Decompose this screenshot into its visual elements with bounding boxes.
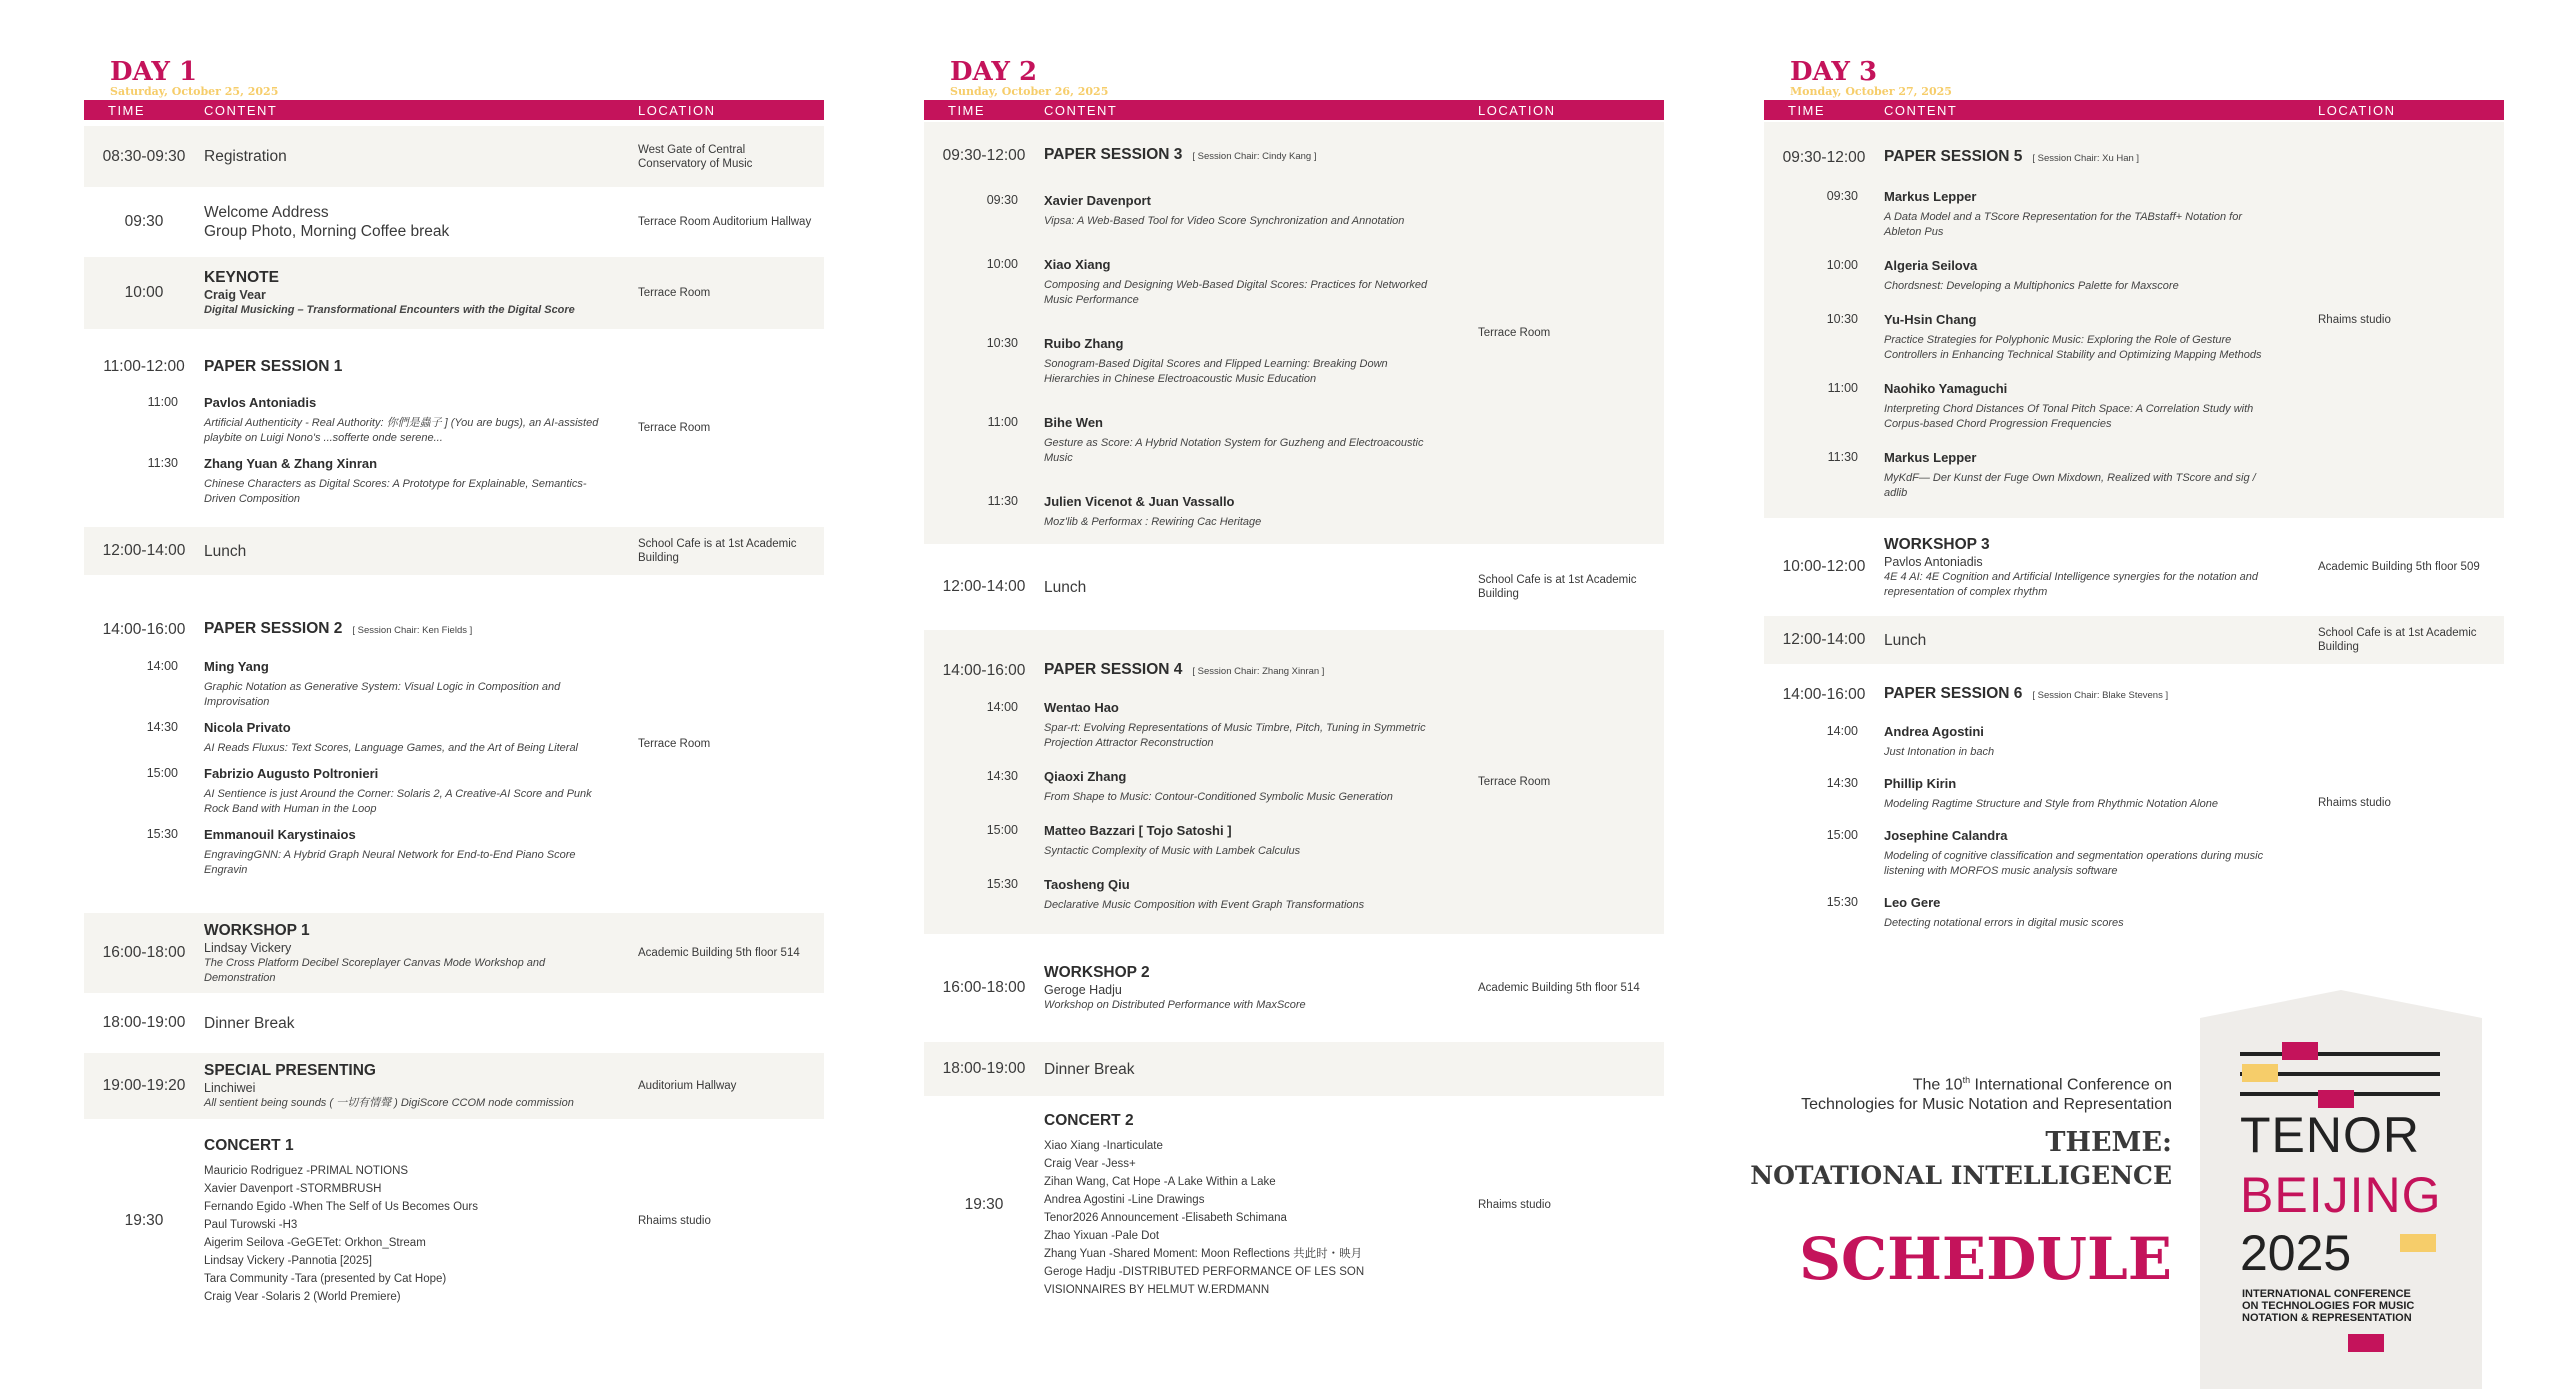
speaker: Craig Vear: [204, 288, 266, 302]
talk-time: 15:00: [986, 822, 1018, 837]
speaker: Leo Gere: [1884, 894, 1941, 910]
speaker: Algeria Seilova: [1884, 258, 1978, 273]
talk-item: [1764, 828, 2318, 879]
session-chair: [ Session Chair: Cindy Kang ]: [1192, 150, 1317, 162]
time: 18:00-19:00: [102, 1014, 186, 1031]
list-item: Craig Vear -Solaris 2 (World Premiere): [204, 1291, 401, 1303]
list-item: VISIONNAIRES BY HELMUT W.ERDMANN: [1044, 1284, 1270, 1296]
speaker: Naohiko Yamaguchi: [1884, 381, 2008, 396]
session-title: PAPER SESSION 3: [1044, 145, 1183, 163]
speaker: Zhang Yuan & Zhang Xinran: [204, 456, 378, 471]
speaker: Bihe Wen: [1044, 414, 1103, 430]
conference-info: [1740, 1070, 2172, 1115]
talk-title: A Data Model and a TScore Representation for the TABstaff+ Notation for Ableton Pus: [1884, 211, 2242, 238]
time: 14:00-16:00: [942, 661, 1026, 679]
location: Rhaims studio: [638, 1215, 711, 1227]
talk-item: [1764, 189, 2318, 240]
day2-column: [924, 58, 1664, 1310]
day-date: Sunday, October 26, 2025: [950, 85, 1109, 98]
session-title: WORKSHOP 3: [1884, 535, 1990, 553]
list-item: Aigerim Seilova -GeGETet: Orkhon_Stream: [204, 1237, 426, 1249]
logo-city: BEIJING: [2240, 1167, 2442, 1223]
list-item: Lindsay Vickery -Pannotia [2025]: [204, 1255, 372, 1267]
header-location: LOCATION: [1478, 102, 1556, 118]
talk-time: 15:00: [146, 765, 178, 780]
speaker: Wentao Hao: [1044, 699, 1119, 715]
list-item: Xiao Xiang -Inarticulate: [1044, 1140, 1163, 1152]
header-content: CONTENT: [1044, 102, 1118, 118]
theme-label: THEME:: [2045, 1127, 2172, 1158]
session-title: PAPER SESSION 1: [204, 358, 343, 375]
speaker: Phillip Kirin: [1884, 775, 1957, 791]
ordinal-suffix: th: [1962, 1075, 1971, 1085]
talk-title: Detecting notational errors in digital music scores: [1884, 916, 2124, 929]
talk-item: [924, 769, 1478, 805]
talk-title: Chordsnest: Developing a Multiphonics Palette for Maxscore: [1884, 280, 2179, 292]
talk-time: 09:30: [1826, 189, 1858, 203]
list-item: Paul Turowski -H3: [204, 1219, 298, 1231]
list-item: Mauricio Rodriguez -PRIMAL NOTIONS: [204, 1165, 409, 1177]
talk-item: [84, 827, 638, 878]
talk-time: 14:00: [986, 699, 1018, 714]
talk-time: 11:30: [987, 493, 1018, 508]
time: 12:00-14:00: [102, 542, 186, 559]
talk-title: Declarative Music Composition with Event Graph Transformations: [1044, 898, 1365, 911]
location: Terrace Room: [1478, 776, 1551, 788]
talk-title: Moz'lib & Performax : Rewiring Cac Heritage: [1044, 515, 1262, 528]
talk-time: 11:00: [147, 395, 178, 409]
table-header: [84, 100, 824, 120]
speaker: Markus Lepper: [1884, 450, 1977, 465]
talk-time: 09:30: [986, 192, 1018, 207]
day-title: DAY 2: [950, 57, 1038, 87]
talk-title: Digital Musicking – Transformational Encounters with the Digital Score: [204, 304, 575, 316]
talk-item: [84, 395, 638, 446]
talk-title: The Cross Platform Decibel Scoreplayer Canvas Mode Workshop and Demonstration: [204, 956, 546, 984]
header-time: TIME: [1788, 102, 1826, 118]
event-label: Lunch: [1884, 631, 1927, 649]
time: 16:00-18:00: [942, 979, 1026, 996]
speaker: Pavlos Antoniadis: [1884, 554, 1983, 569]
dinner-row: [84, 997, 824, 1049]
event-label: Lunch: [1044, 578, 1087, 596]
session-chair: [ Session Chair: Blake Stevens ]: [2032, 689, 2169, 701]
talk-item: [1764, 258, 2318, 294]
session-chair: [ Session Chair: Ken Fields ]: [352, 624, 473, 636]
talk-title: Gesture as Score: A Hybrid Notation System for Guzheng and Electroacoustic Music: [1044, 436, 1424, 464]
concert-1-row: [84, 1123, 824, 1319]
talk-title: Spar-rt: Evolving Representations of Music Timbre, Pitch, Tuning in Symmetric Projection Attractor Reconstruction: [1044, 721, 1426, 749]
location: Rhaims studio: [1478, 1199, 1551, 1211]
talk-title: 4E 4 AI: 4E Cognition and Artificial Intelligence synergies for the notation and representation of complex rhythm: [1884, 570, 2259, 598]
time: 14:00-16:00: [1782, 685, 1866, 703]
talk-title: Vipsa: A Web-Based Tool for Video Score Synchronization and Annotation: [1044, 214, 1405, 227]
table-header: [924, 100, 1664, 120]
speaker: Emmanouil Karystinaios: [204, 826, 356, 842]
event-label: Lunch: [204, 542, 247, 560]
header-location: LOCATION: [2318, 102, 2396, 118]
talk-item: [1764, 724, 2318, 760]
talk-title: Practice Strategies for Polyphonic Music: Exploring the Role of Gesture Controllers in Enhancing Technical Stability and Optimizing Mapping Methods: [1884, 334, 2262, 361]
workshop-3-row: [1764, 522, 2504, 612]
speaker: Xiao Xiang: [1044, 256, 1111, 272]
day-title: DAY 1: [110, 57, 198, 87]
talk-item: [924, 494, 1478, 530]
day-title: DAY 3: [1790, 57, 1878, 87]
paper-session-3: [924, 122, 1664, 544]
time: 18:00-19:00: [942, 1060, 1026, 1077]
keynote-row: [84, 257, 824, 329]
day-date: Saturday, October 25, 2025: [110, 85, 279, 98]
talk-time: 14:30: [1826, 775, 1858, 790]
talk-item: [924, 257, 1478, 308]
talk-item: [1764, 312, 2318, 363]
logo-year: 2025: [2240, 1225, 2352, 1281]
talk-title: Syntactic Complexity of Music with Lambek Calculus: [1044, 844, 1301, 857]
talk-title: Modeling Ragtime Structure and Style from Rhythmic Notation Alone: [1884, 797, 2219, 810]
talk-item: [1764, 450, 2318, 501]
talk-time: 15:30: [146, 826, 178, 841]
location: Terrace Room: [638, 738, 711, 750]
talk-time: 10:00: [986, 256, 1018, 271]
speaker: Josephine Calandra: [1884, 827, 2008, 843]
paper-session-4: [924, 630, 1664, 934]
talk-title: From Shape to Music: Contour-Conditioned Symbolic Music Generation: [1044, 790, 1393, 803]
talk-title: Sonogram-Based Digital Scores and Flipped Learning: Breaking Down Hierarchies in Chinese Electroacoustic Music Education: [1044, 357, 1388, 385]
talk-time: 11:30: [147, 456, 178, 470]
talk-time: 11:00: [1827, 381, 1858, 395]
session-title: WORKSHOP 2: [1044, 964, 1150, 981]
logo-subtitle-line: ON TECHNOLOGIES FOR MUSIC: [2242, 1300, 2415, 1312]
header-content: CONTENT: [1884, 102, 1958, 118]
concert-2-row: [924, 1100, 1664, 1310]
speaker: Linchiwei: [204, 1081, 256, 1095]
talk-title: Just Intonation in bach: [1884, 745, 1995, 758]
talk-time: 10:00: [1826, 258, 1858, 272]
location: Academic Building 5th floor 509: [2318, 561, 2480, 573]
speaker: Yu-Hsin Chang: [1884, 312, 1977, 327]
location: Auditorium Hallway: [638, 1080, 737, 1092]
location: Rhaims studio: [2318, 314, 2391, 326]
logo-subtitle-line: INTERNATIONAL CONFERENCE: [2242, 1288, 2411, 1300]
session-title: WORKSHOP 1: [204, 921, 310, 939]
talk-title: All sentient being sounds ( 一切有情聲 ) DigiScore CCOM node commission: [204, 1097, 574, 1109]
time: 08:30-09:30: [102, 147, 186, 165]
list-item: Geroge Hadju -DISTRIBUTED PERFORMANCE OF LES SON: [1044, 1266, 1365, 1278]
special-presenting-row: [84, 1053, 824, 1119]
time: 19:30: [964, 1196, 1004, 1213]
paper-session-2: [84, 579, 824, 909]
speaker: Matteo Bazzari [ Tojo Satoshi ]: [1044, 822, 1232, 838]
talk-title: Chinese Characters as Digital Scores: A Prototype for Explainable, Semantics-Driven Composition: [204, 478, 587, 505]
location: Terrace Room: [1478, 327, 1551, 339]
session-chair: [ Session Chair: Xu Han ]: [2032, 153, 2140, 164]
time: 09:30-12:00: [942, 146, 1026, 164]
session-chair: [ Session Chair: Zhang Xinran ]: [1192, 665, 1325, 677]
talk-item: [84, 720, 638, 756]
speaker: Geroge Hadju: [1044, 983, 1122, 997]
talk-time: 14:30: [146, 719, 178, 734]
talk-time: 11:30: [1827, 450, 1858, 464]
list-item: Craig Vear -Jess+: [1044, 1158, 1136, 1170]
time: 14:00-16:00: [102, 620, 186, 638]
talk-item: [924, 823, 1478, 859]
session-title: PAPER SESSION 5: [1884, 148, 2023, 165]
session-title: SPECIAL PRESENTING: [204, 1062, 376, 1079]
talk-time: 14:30: [986, 768, 1018, 783]
talk-item: [1764, 776, 2318, 812]
location: Academic Building 5th floor 514: [638, 947, 800, 959]
list-item: Tara Community -Tara (presented by Cat Hope): [204, 1273, 447, 1285]
talk-time: 14:00: [146, 658, 178, 673]
talk-item: [84, 456, 638, 507]
talk-item: [1764, 895, 2318, 931]
time: 11:00-12:00: [103, 358, 185, 375]
time: 12:00-14:00: [942, 578, 1026, 595]
welcome-row: [84, 191, 824, 253]
talk-time: 10:30: [1826, 312, 1858, 326]
talk-time: 15:30: [986, 876, 1018, 891]
time: 16:00-18:00: [102, 944, 186, 961]
location: Academic Building 5th floor 514: [1478, 982, 1640, 994]
time: 19:30: [124, 1212, 164, 1229]
speaker: Andrea Agostini: [1884, 723, 1984, 739]
paper-session-6: [1764, 668, 2504, 938]
lunch-row: [84, 527, 824, 575]
speaker: Nicola Privato: [204, 719, 291, 735]
location: School Cafe is at 1st Academic Building: [1478, 574, 1637, 600]
talk-title: EngravingGNN: A Hybrid Graph Neural Network for End-to-End Piano Score Engravin: [204, 848, 576, 876]
session-title: CONCERT 2: [1044, 1112, 1134, 1129]
header-location: LOCATION: [638, 102, 716, 118]
talk-item: [924, 193, 1478, 229]
day-date: Monday, October 27, 2025: [1790, 85, 1952, 98]
talk-item: [84, 659, 638, 710]
talk-title: MyKdF— Der Kunst der Fuge Own Mixdown, Realized with TScore and sig / adlib: [1884, 472, 2256, 499]
speaker: Fabrizio Augusto Poltronieri: [204, 765, 379, 781]
speaker: Ming Yang: [204, 658, 269, 674]
speaker: Lindsay Vickery: [204, 940, 292, 955]
time: 10:00-12:00: [1782, 558, 1866, 575]
speaker: Xavier Davenport: [1044, 192, 1151, 208]
conference-line-2: Technologies for Music Notation and Representation: [1801, 1096, 2172, 1114]
location: Terrace Room: [638, 422, 711, 434]
header-time: TIME: [108, 102, 146, 118]
talk-title: Composing and Designing Web-Based Digital Scores: Practices for Networked Music Performance: [1044, 278, 1428, 306]
location: School Cafe is at 1st Academic Building: [2318, 627, 2477, 653]
workshop-1-row: [84, 913, 824, 993]
workshop-2-row: [924, 938, 1664, 1038]
session-title: CONCERT 1: [204, 1137, 294, 1154]
speaker: Julien Vicenot & Juan Vassallo: [1044, 493, 1235, 509]
talk-title: Modeling of cognitive classification and segmentation operations during music listening with MORFOS music analysis software: [1884, 849, 2264, 877]
list-item: Xavier Davenport -STORMBRUSH: [204, 1183, 382, 1195]
speaker: Markus Lepper: [1884, 189, 1977, 204]
logo-subtitle-line: NOTATION & REPRESENTATION: [2242, 1312, 2412, 1324]
talk-time: 10:30: [986, 335, 1018, 350]
list-item: Tenor2026 Announcement -Elisabeth Schimana: [1044, 1212, 1287, 1224]
talk-title: AI Sentience is just Around the Corner: Solaris 2, A Creative-AI Score and Punk Rock Band with Human in the Loop: [204, 787, 592, 815]
list-item: Andrea Agostini -Line Drawings: [1044, 1194, 1205, 1206]
list-item: Zihan Wang, Cat Hope -A Lake Within a Lake: [1044, 1176, 1276, 1188]
session-title: PAPER SESSION 4: [1044, 660, 1183, 678]
dinner-row: [924, 1042, 1664, 1096]
time: 10:00: [124, 284, 164, 301]
paper-session-5: [1764, 122, 2504, 518]
event-label: Dinner Break: [204, 1014, 295, 1032]
event-label: Registration: [204, 148, 287, 165]
list-item: Fernando Egido -When The Self of Us Becomes Ours: [204, 1201, 479, 1213]
event-label: Dinner Break: [1044, 1060, 1135, 1078]
lunch-row: [924, 548, 1664, 626]
list-item: Zhao Yixuan -Pale Dot: [1044, 1230, 1160, 1242]
tenor-logo: [2200, 990, 2482, 1389]
lunch-row: [1764, 616, 2504, 664]
location: West Gate of Central Conservatory of Music: [638, 143, 753, 170]
registration-row: [84, 126, 824, 187]
speaker: Pavlos Antoniadis: [204, 395, 317, 410]
logo-tenor: TENOR: [2240, 1107, 2420, 1163]
speaker: Ruibo Zhang: [1044, 335, 1124, 351]
table-header: [1764, 100, 2504, 120]
event-label: Welcome Address: [204, 204, 329, 221]
talk-title: Interpreting Chord Distances Of Tonal Pitch Space: A Correlation Study with Corpus-based Chord Progression Frequencies: [1884, 403, 2254, 430]
theme-block: [1700, 1126, 2172, 1192]
talk-item: [924, 877, 1478, 913]
time: 19:00-19:20: [102, 1077, 186, 1094]
conference-ordinal: The 10: [1912, 1076, 1963, 1094]
talk-time: 11:00: [987, 414, 1018, 429]
conference-name: International Conference on: [1970, 1076, 2172, 1094]
event-label: Group Photo, Morning Coffee break: [204, 223, 450, 240]
time: 12:00-14:00: [1782, 631, 1866, 648]
location: Terrace Room Auditorium Hallway: [638, 216, 812, 228]
speaker: Taosheng Qiu: [1044, 876, 1130, 892]
talk-title: Workshop on Distributed Performance with MaxScore: [1044, 999, 1306, 1011]
session-title: PAPER SESSION 2: [204, 619, 343, 637]
location: Terrace Room: [638, 287, 711, 299]
talk-item: [924, 700, 1478, 751]
schedule-title: SCHEDULE: [1799, 1225, 2172, 1293]
logo-subtitle: [2242, 1288, 2414, 1324]
day3-column: [1764, 58, 2504, 938]
talk-item: [924, 415, 1478, 466]
talk-time: 15:00: [1826, 827, 1858, 842]
header-content: CONTENT: [204, 102, 278, 118]
session-title: KEYNOTE: [204, 269, 279, 286]
paper-session-1: [84, 333, 824, 523]
time: 09:30: [124, 213, 164, 230]
session-title: PAPER SESSION 6: [1884, 684, 2023, 702]
location: School Cafe is at 1st Academic Building: [638, 538, 797, 564]
talk-title: Graphic Notation as Generative System: Visual Logic in Composition and Improvisation: [204, 680, 561, 708]
time: 09:30-12:00: [1782, 149, 1866, 166]
speaker: Qiaoxi Zhang: [1044, 768, 1127, 784]
day1-column: [84, 58, 824, 1319]
talk-item: [84, 766, 638, 817]
talk-time: 14:00: [1826, 723, 1858, 738]
talk-time: 15:30: [1826, 894, 1858, 909]
talk-title: Artificial Authenticity - Real Authority: 你們是蟲子 ] (You are bugs), an AI-assisted playbite on Luigi Nono's ...sofferte onde serene...: [204, 417, 599, 444]
talk-item: [1764, 381, 2318, 432]
theme-title: NOTATIONAL INTELLIGENCE: [1750, 1161, 2172, 1190]
talk-title: AI Reads Fluxus: Text Scores, Language Games, and the Art of Being Literal: [204, 741, 579, 754]
talk-item: [924, 336, 1478, 387]
list-item: Zhang Yuan -Shared Moment: Moon Reflections 共此时・映月: [1044, 1248, 1363, 1260]
header-time: TIME: [948, 102, 986, 118]
location: Rhaims studio: [2318, 797, 2391, 809]
conference-line-1: [1740, 1070, 2172, 1095]
